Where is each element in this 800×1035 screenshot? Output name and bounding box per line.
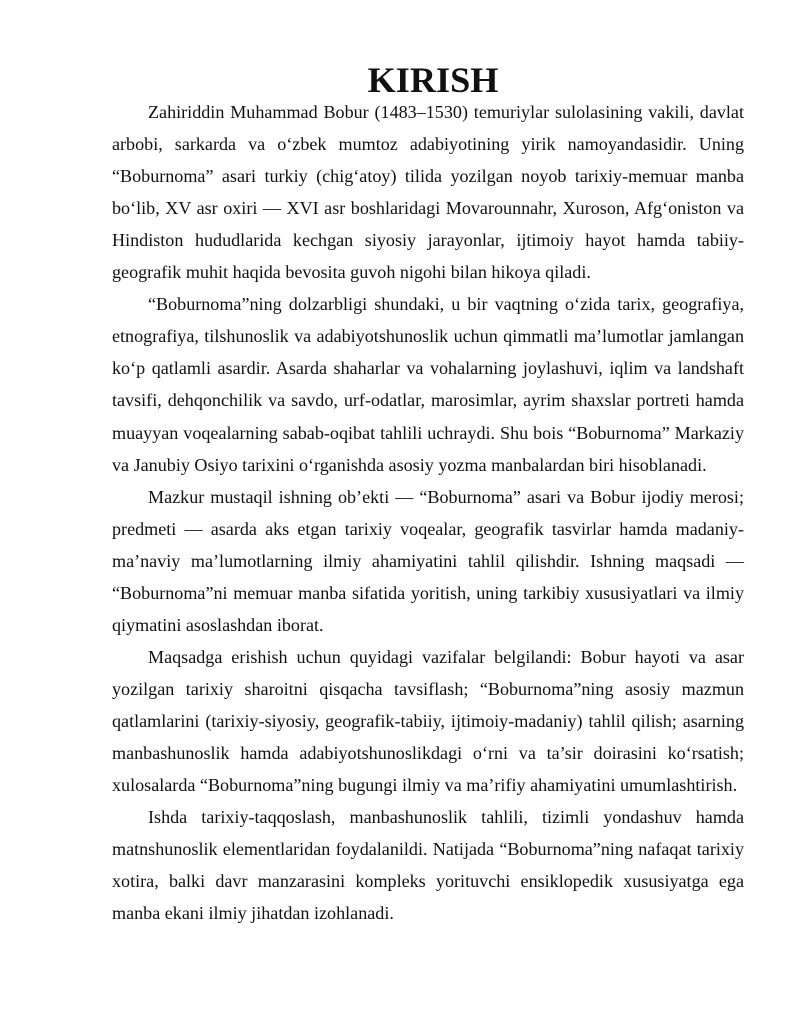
paragraph-object-subject: Mazkur mustaqil ishning ob’ekti — “Boburnoma” asari va Bobur ijodiy merosi; predmeti — asarda aks etgan tarixiy voqealar, geografik tasvirlar hamda madaniy-ma’naviy ma’lumotlarning ilmiy ahamiyatini tahlil qilishdir. Ishning maqsadi — “Boburnoma”ni memuar manba sifatida yoritish, uning tarkibiy xususiyatlari va ilmiy qiymatini asoslashdan iborat.	[112, 486, 744, 635]
paragraph-intro: Zahiriddin Muhammad Bobur (1483–1530) temuriylar sulolasining vakili, davlat arbobi, sarkarda va o‘zbek mumtoz adabiyotining yirik namoyandasidir. Uning “Boburnoma” asari turkiy (chig‘atoy) tilida yozilgan noyob tarixiy-memuar manba bo‘lib, XV asr oxiri — XVI asr boshlaridagi Movarounnahr, Xuroson, Afg‘oniston va Hindiston hududlarida kechgan siyosiy jarayonlar, ijtimoiy hayot hamda tabiiy-geografik muhit haqida bevosita guvoh nigohi bilan hikoya qiladi.	[112, 102, 744, 283]
paragraph-tasks: Maqsadga erishish uchun quyidagi vazifalar belgilandi: Bobur hayoti va asar yozilgan tarixiy sharoitni qisqacha tavsiflash; “Boburnoma”ning asosiy mazmun qatlamlarini (tarixiy-siyosiy, geografik-tabiiy, ijtimoiy-madaniy) tahlil qilish; asarning manbashunoslik hamda adabiyotshunoslikdagi o‘rni va ta’sir doirasini ko‘rsatish; xulosalarda “Boburnoma”ning bugungi ilmiy va ma’rifiy ahamiyatini umumlashtirish.	[112, 646, 744, 796]
paragraph-methods: Ishda tarixiy-taqqoslash, manbashunoslik tahlili, tizimli yondashuv hamda matnshunoslik elementlaridan foydalanildi. Natijada “Boburnoma”ning nafaqat tarixiy xotira, balki davr manzarasini kompleks yorituvchi ensiklopedik xususiyatga ega manba ekani ilmiy jihatdan izohlanadi.	[112, 807, 744, 924]
page-title: KIRISH	[367, 60, 499, 100]
document-page	[112, 60, 744, 929]
paragraph-relevance: “Boburnoma”ning dolzarbligi shundaki, u bir vaqtning o‘zida tarix, geografiya, etnografiya, tilshunoslik va adabiyotshunoslik uchun qimmatli ma’lumotlar jamlangan ko‘p qatlamli asardir. Asarda shaharlar va vohalarning joylashuvi, iqlim va landshaft tavsifi, dehqonchilik va savdo, urf-odatlar, marosimlar, ayrim shaxslar portreti hamda muayyan voqealarning sabab-oqibat tahlili uchraydi. Shu bois “Boburnoma” Markaziy va Janubiy Osiyo tarixini o‘rganishda asosiy yozma manbalardan biri hisoblanadi.	[112, 294, 744, 475]
